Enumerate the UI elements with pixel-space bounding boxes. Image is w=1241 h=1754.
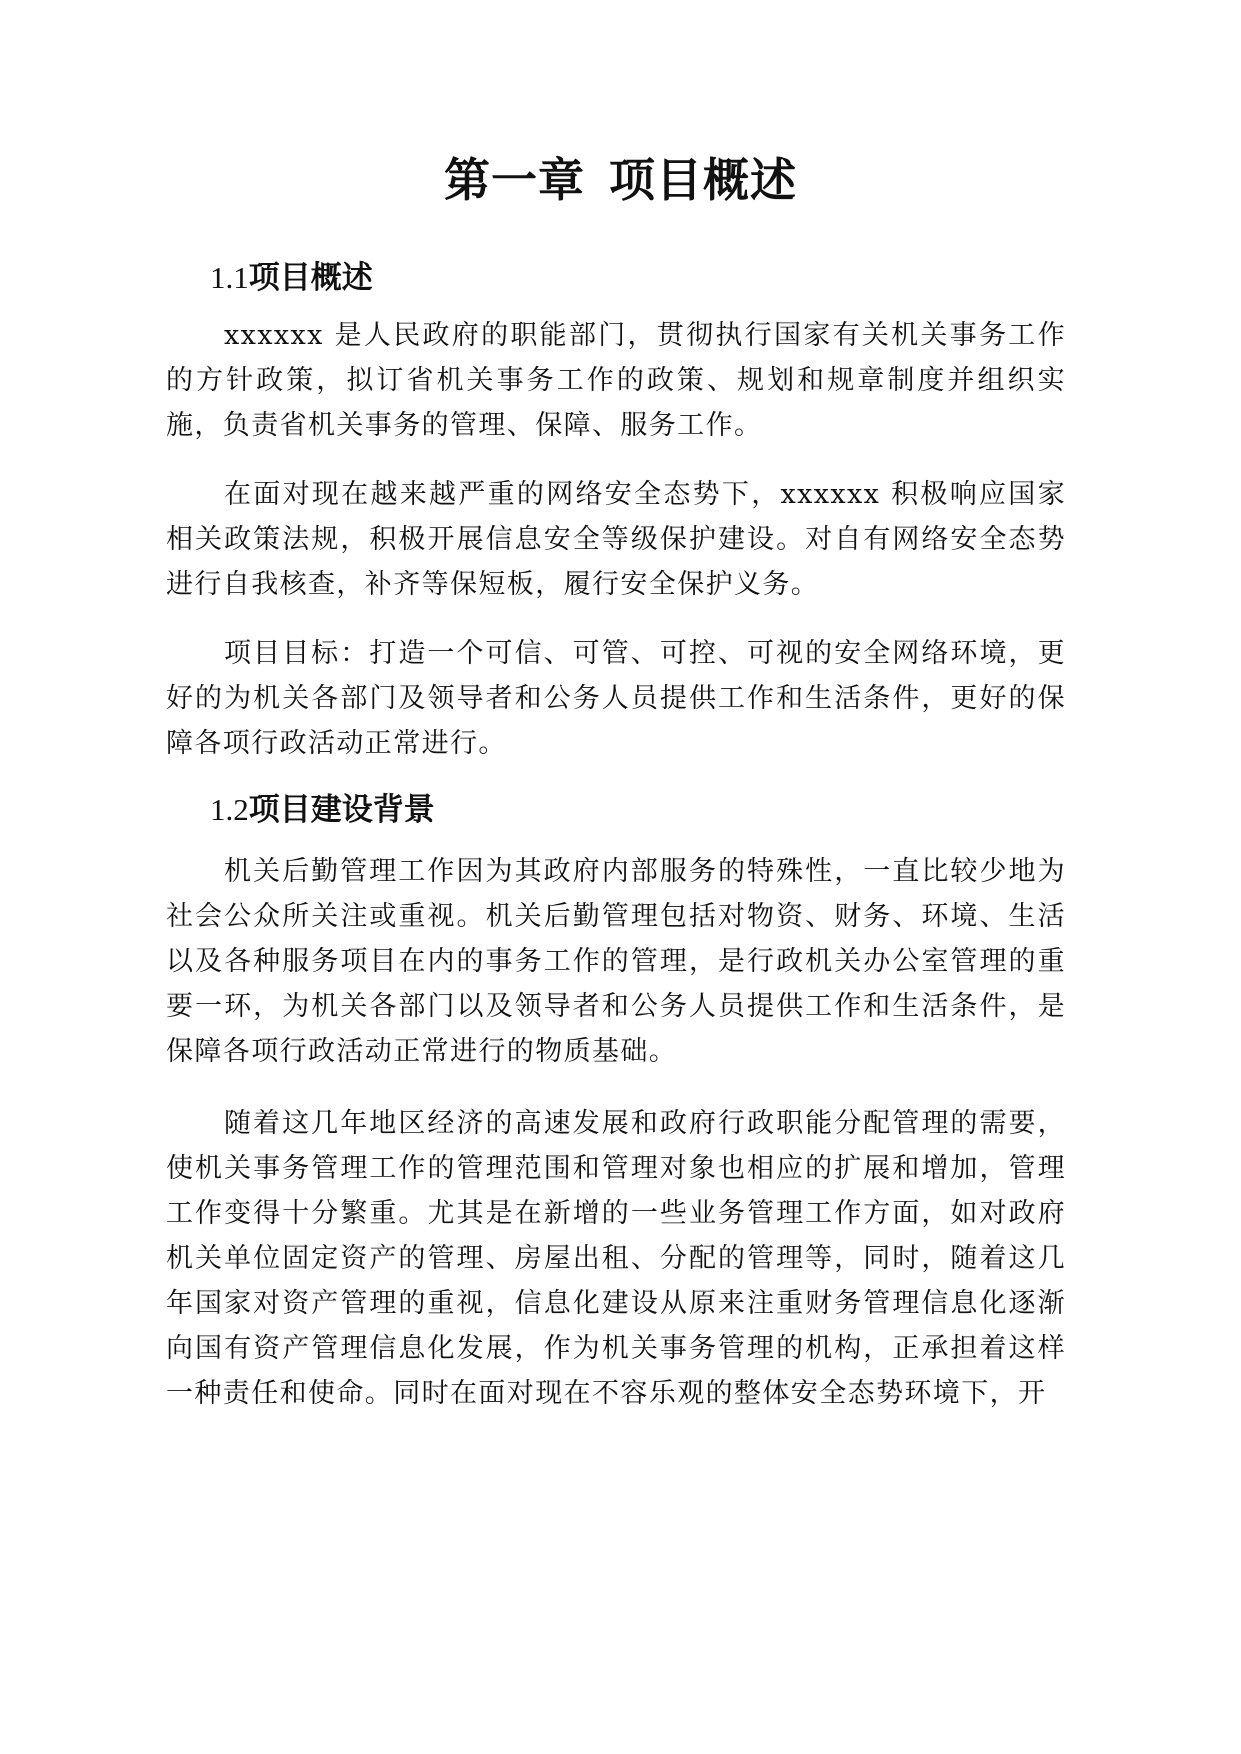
section-heading-1-1 bbox=[210, 254, 373, 302]
paragraph: 随着这几年地区经济的高速发展和政府行政职能分配管理的需要，使机关事务管理工作的管理范围和管理对象也相应的扩展和增加，管理工作变得十分繁重。尤其是在新增的一些业务管理工作方面，如对政府机关单位固定资产的管理、房屋出租、分配的管理等，同时，随着这几年国家对资产管理的重视，信息化建设从原来注重财务管理信息化逐渐向国有资产管理信息化发展，作为机关事务管理的机构，正承担着这样一种责任和使命。同时在面对现在不容乐观的整体安全态势环境下，开 bbox=[166, 1108, 1066, 1409]
paragraph: 在面对现在越来越严重的网络安全态势下，xxxxxx 积极响应国家相关政策法规，积极开展信息安全等级保护建设。对自有网络安全态势进行自我核查，补齐等保短板，履行安全保护义务。 bbox=[166, 479, 1066, 600]
chapter-title bbox=[0, 148, 1241, 212]
paragraph: 机关后勤管理工作因为其政府内部服务的特殊性，一直比较少地为社会公众所关注或重视。机关后勤管理包括对物资、财务、环境、生活以及各种服务项目在内的事务工作的管理，是行政机关办公室管理的重要一环，为机关各部门以及领导者和公务人员提供工作和生活条件，是保障各项行政活动正常进行的物质基础。 bbox=[166, 856, 1066, 1067]
section-title: 项目概述 bbox=[248, 260, 373, 296]
section-number: 1.2 bbox=[210, 792, 249, 827]
chapter-number: 第一章 bbox=[444, 153, 585, 207]
paragraph: xxxxxx 是人民政府的职能部门，贯彻执行国家有关机关事务工作的方针政策，拟订省机关事务工作的政策、规划和规章制度并组织实施，负责省机关事务的管理、保障、服务工作。 bbox=[166, 320, 1066, 441]
paragraph: 项目目标：打造一个可信、可管、可控、可视的安全网络环境，更好的为机关各部门及领导者和公务人员提供工作和生活条件，更好的保障各项行政活动正常进行。 bbox=[166, 638, 1066, 759]
chapter-name: 项目概述 bbox=[609, 153, 797, 207]
section-number: 1.1 bbox=[210, 260, 249, 295]
section-heading-1-2 bbox=[210, 786, 435, 834]
section-title: 项目建设背景 bbox=[248, 792, 435, 828]
